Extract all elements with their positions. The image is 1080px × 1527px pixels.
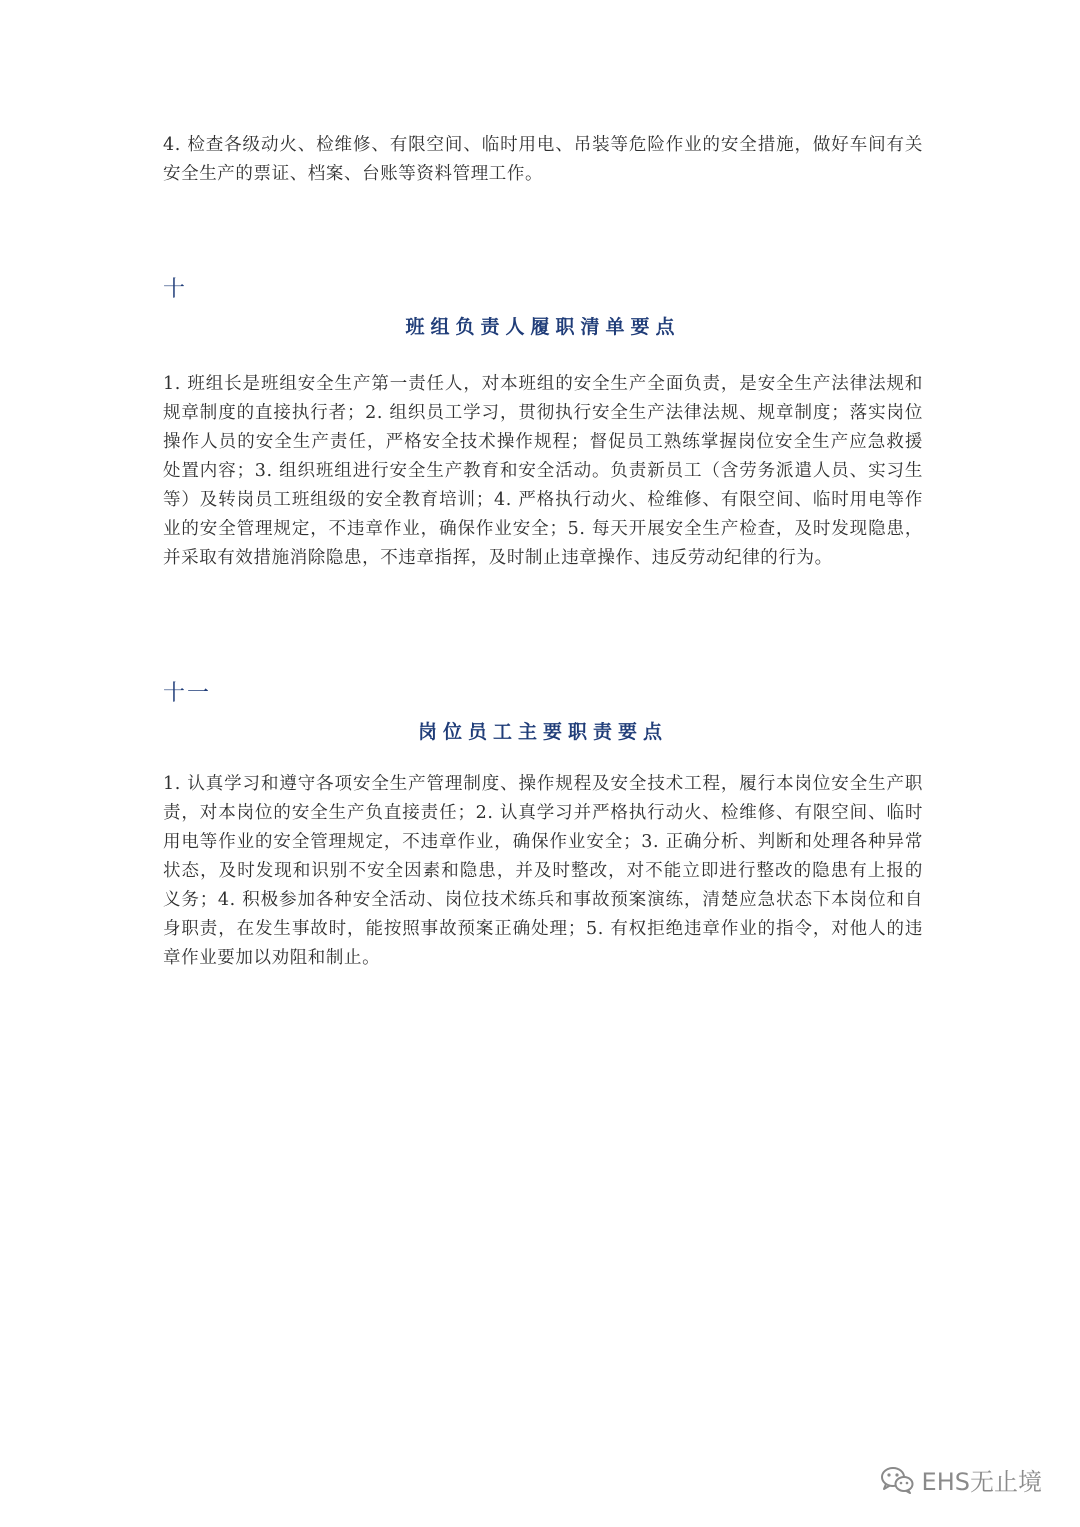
section-number-eleven: 十一 (163, 681, 212, 706)
section-number-ten: 十 (163, 277, 188, 302)
wechat-icon (880, 1466, 914, 1494)
paragraph-post-staff-duties: 1. 认真学习和遵守各项安全生产管理制度、操作规程及安全技术工程，履行本岗位安全生产职责，对本岗位的安全生产负直接责任；2. 认真学习并严格执行动火、检维修、有限空间、临时用电等作业的安全管理规定，不违章作业，确保作业安全；3. 正确分析、判断和处理各种异常状态，及时发现和识别不安全因素和隐患，并及时整改，对不能立即进行整改的隐患有上报的义务；4. 积极参加各种安全活动、岗位技术练兵和事故预案演练，清楚应急状态下本岗位和自身职责，在发生事故时，能按照事故预案正确处理；5. 有权拒绝违章作业的指令，对他人的违章作业要加以劝阻和制止。 (163, 774, 923, 968)
section-title-team-leader: 班组负责人履职清单要点 (405, 316, 681, 338)
watermark (880, 1462, 1042, 1497)
paragraph-item-4: 4. 检查各级动火、检维修、有限空间、临时用电、吊装等危险作业的安全措施，做好车间有关安全生产的票证、档案、台账等资料管理工作。 (163, 135, 923, 184)
watermark-text: EHS无止境 (921, 1468, 1042, 1496)
paragraph-team-leader-duties: 1. 班组长是班组安全生产第一责任人，对本班组的安全生产全面负责，是安全生产法律法规和规章制度的直接执行者；2. 组织员工学习，贯彻执行安全生产法律法规、规章制度；落实岗位操作人员的安全生产责任，严格安全技术操作规程；督促员工熟练掌握岗位安全生产应急救援处置内容；3. 组织班组进行安全生产教育和安全活动。负责新员工（含劳务派遣人员、实习生等）及转岗员工班组级的安全教育培训；4. 严格执行动火、检维修、有限空间、临时用电等作业的安全管理规定，不违章作业，确保作业安全；5. 每天开展安全生产检查，及时发现隐患，并采取有效措施消除隐患，不违章指挥，及时制止违章操作、违反劳动纪律的行为。 (163, 374, 923, 568)
section-title-post-staff: 岗位员工主要职责要点 (417, 721, 668, 743)
